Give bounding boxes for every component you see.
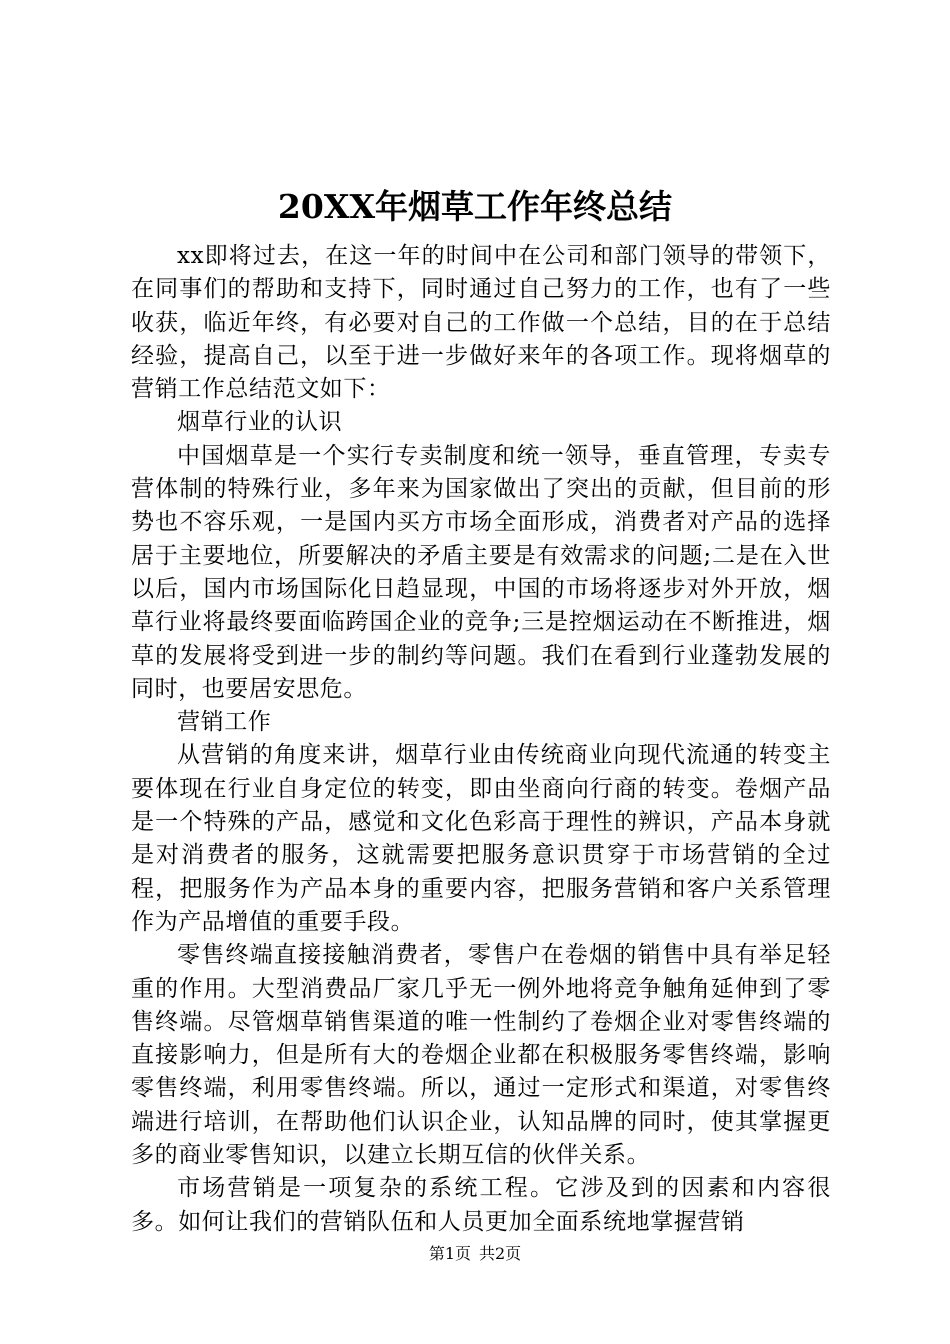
paragraph-marketing-3: 市场营销是一项复杂的系统工程。它涉及到的因素和内容很多。如何让我们的营销队伍和人员更加全面系统地掌握营销 xyxy=(131,1175,831,1235)
document-body xyxy=(131,240,831,1239)
paragraph-industry: 中国烟草是一个实行专卖制度和统一领导，垂直管理，专卖专营体制的特殊行业，多年来为国家做出了突出的贡献，但目前的形势也不容乐观，一是国内买方市场全面形成，消费者对产品的选择居于主要地位，所要解决的矛盾主要是有效需求的问题;二是在入世以后，国内市场国际化日趋显现，中国的市场将逐步对外开放，烟草行业将最终要面临跨国企业的竞争;三是控烟运动在不断推进，烟草的发展将受到进一步的制约等问题。我们在看到行业蓬勃发展的同时，也要居安思危。 xyxy=(131,442,831,702)
paragraph-marketing-1: 从营销的角度来讲，烟草行业由传统商业向现代流通的转变主要体现在行业自身定位的转变，即由坐商向行商的转变。卷烟产品是一个特殊的产品，感觉和文化色彩高于理性的辨识，产品本身就是对消费者的服务，这就需要把服务意识贯穿于市场营销的全过程，把服务作为产品本身的重要内容，把服务营销和客户关系管理作为产品增值的重要手段。 xyxy=(131,742,831,935)
page-number: 第1页 xyxy=(428,1244,471,1263)
document-title: 20XX年烟草工作年终总结 xyxy=(277,187,673,226)
section-heading-industry: 烟草行业的认识 xyxy=(177,409,343,436)
section-heading-marketing: 营销工作 xyxy=(177,709,272,736)
page-footer xyxy=(0,1244,950,1264)
page-total: 共2页 xyxy=(479,1244,522,1263)
paragraph-marketing-2: 零售终端直接接触消费者，零售户在卷烟的销售中具有举足轻重的作用。大型消费品厂家几乎无一例外地将竞争触角延伸到了零售终端。尽管烟草销售渠道的唯一性制约了卷烟企业对零售终端的直接影响力，但是所有大的卷烟企业都在积极服务零售终端，影响零售终端，利用零售终端。所以，通过一定形式和渠道，对零售终端进行培训，在帮助他们认识企业，认知品牌的同时，使其掌握更多的商业零售知识，以建立长期互信的伙伴关系。 xyxy=(131,942,831,1169)
paragraph-intro: xx即将过去，在这一年的时间中在公司和部门领导的带领下，在同事们的帮助和支持下，同时通过自己努力的工作，也有了一些收获，临近年终，有必要对自己的工作做一个总结，目的在于总结经验，提高自己，以至于进一步做好来年的各项工作。现将烟草的营销工作总结范文如下： xyxy=(131,243,831,403)
